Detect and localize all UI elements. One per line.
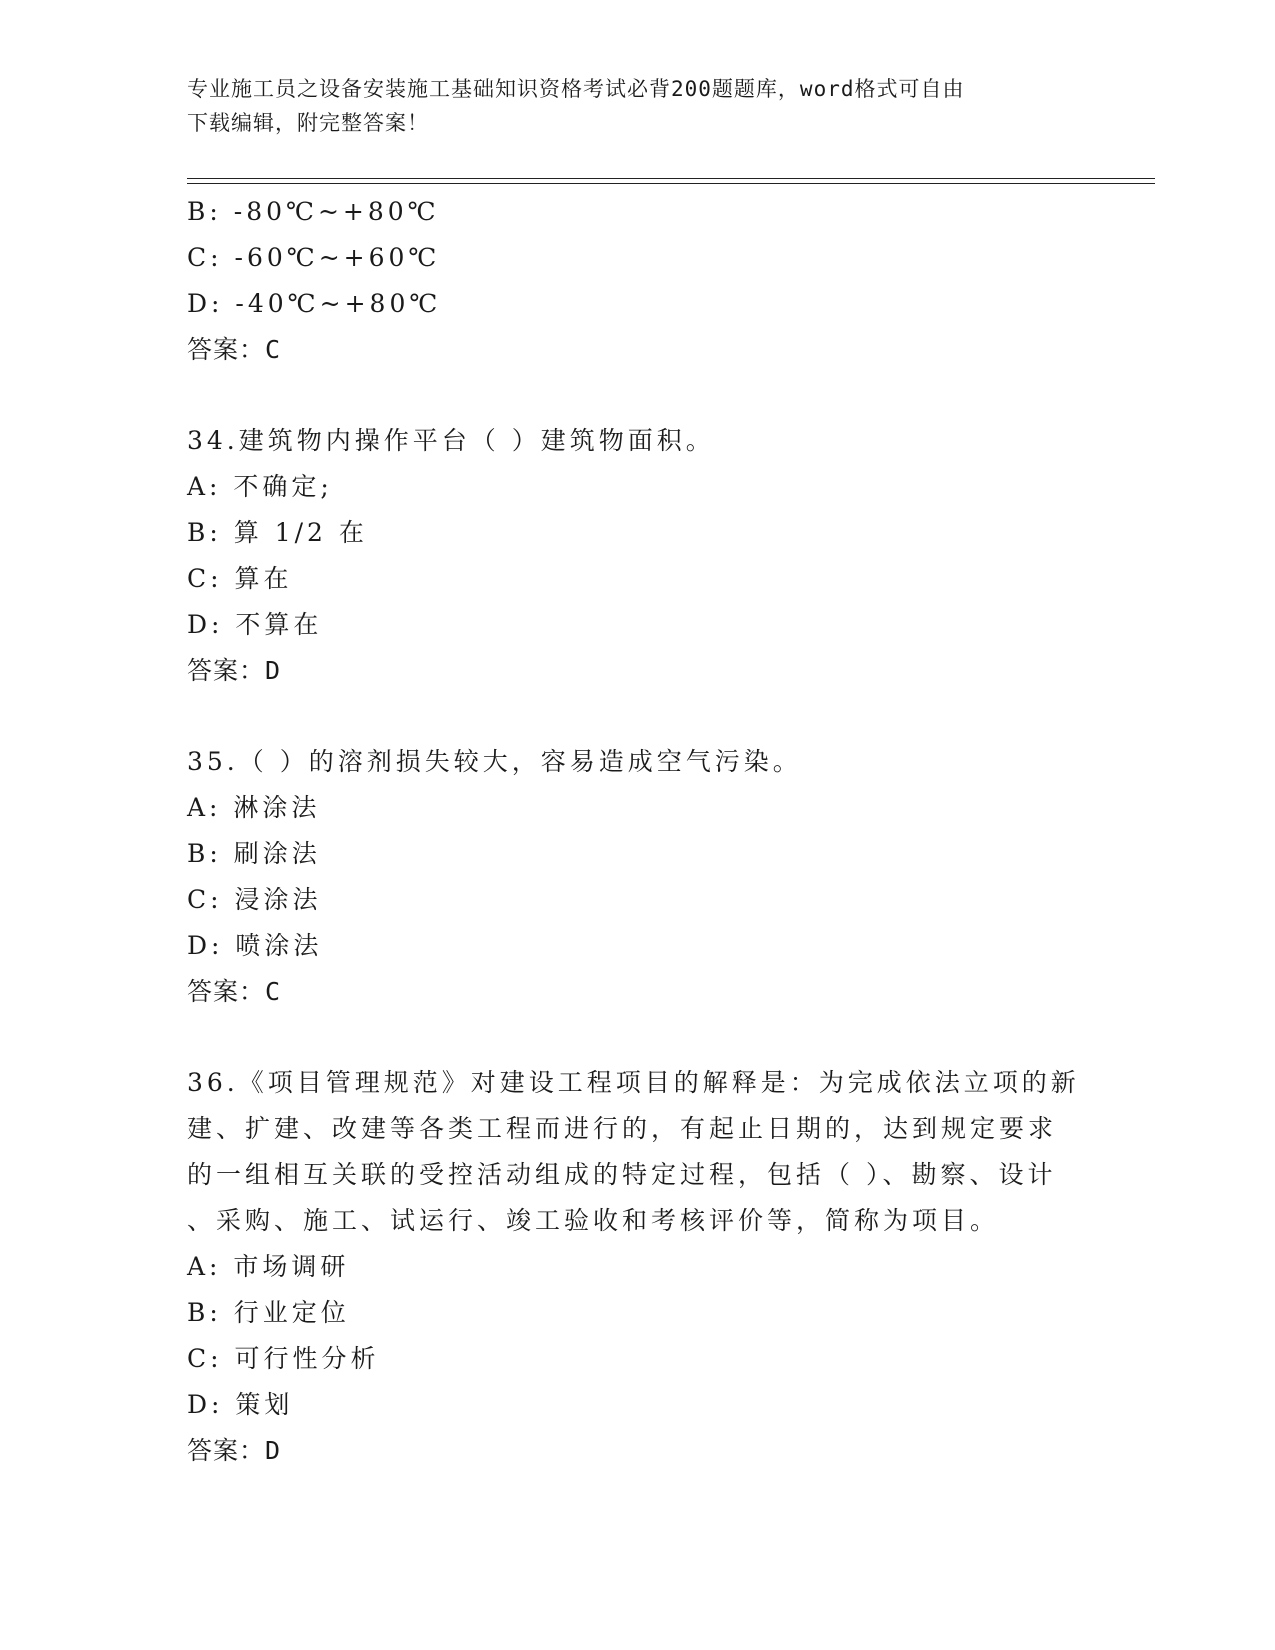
spacer bbox=[187, 373, 1087, 418]
header-title-line-1: 专业施工员之设备安装施工基础知识资格考试必背200题题库，word格式可自由 bbox=[187, 77, 965, 101]
option-d: D: 策划 bbox=[187, 1390, 294, 1419]
answer-label: 答案：D bbox=[187, 656, 282, 685]
option-d: D: 不算在 bbox=[187, 610, 323, 639]
header-title-line-2: 下载编辑，附完整答案！ bbox=[187, 111, 429, 135]
header-divider-bottom bbox=[187, 183, 1155, 184]
option-b: B: 算 1/2 在 bbox=[187, 518, 368, 547]
spacer bbox=[187, 1015, 1087, 1060]
option-d: D: 喷涂法 bbox=[187, 931, 323, 960]
question-text: 35.（ ）的溶剂损失较大，容易造成空气污染。 bbox=[187, 747, 802, 776]
question-text: 34.建筑物内操作平台（ ）建筑物面积。 bbox=[187, 426, 715, 455]
option-a: A: 淋涂法 bbox=[187, 793, 321, 822]
spacer bbox=[187, 694, 1087, 739]
answer-label: 答案：C bbox=[187, 335, 282, 364]
option-c: C: 浸涂法 bbox=[187, 885, 322, 914]
option-a: A: 市场调研 bbox=[187, 1252, 350, 1281]
question-text-line-4: 、采购、施工、试运行、竣工验收和考核评价等，简称为项目。 bbox=[187, 1206, 1000, 1235]
option-b: B: -80℃~+80℃ bbox=[187, 197, 440, 226]
option-c: C: 可行性分析 bbox=[187, 1344, 380, 1373]
question-33-remainder bbox=[187, 189, 1087, 373]
option-a: A: 不确定; bbox=[187, 472, 333, 501]
question-34 bbox=[187, 418, 1087, 694]
header-divider-top bbox=[187, 178, 1155, 179]
question-36 bbox=[187, 1060, 1087, 1474]
option-d: D: -40℃~+80℃ bbox=[187, 289, 442, 318]
question-35 bbox=[187, 739, 1087, 1015]
answer-label: 答案：D bbox=[187, 1436, 282, 1465]
option-c: C: -60℃~+60℃ bbox=[187, 243, 441, 272]
option-b: B: 刷涂法 bbox=[187, 839, 321, 868]
question-text-line-2: 建、扩建、改建等各类工程而进行的，有起止日期的，达到规定要求 bbox=[187, 1114, 1058, 1143]
question-text-line-1: 36.《项目管理规范》对建设工程项目的解释是：为完成依法立项的新 bbox=[187, 1068, 1080, 1097]
option-c: C: 算在 bbox=[187, 564, 293, 593]
answer-label: 答案：C bbox=[187, 977, 282, 1006]
document-header bbox=[187, 72, 1067, 140]
option-b: B: 行业定位 bbox=[187, 1298, 350, 1327]
question-text-line-3: 的一组相互关联的受控活动组成的特定过程，包括（ ）、勘察、设计 bbox=[187, 1160, 1057, 1189]
question-list bbox=[187, 189, 1087, 1474]
